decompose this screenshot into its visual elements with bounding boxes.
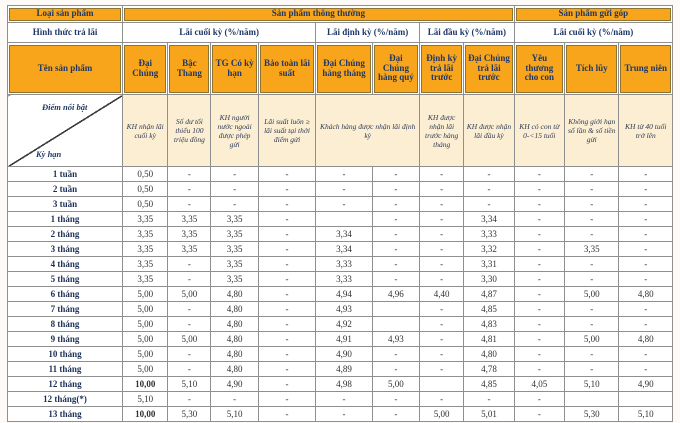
- rate-cell: -: [168, 362, 211, 377]
- rate-cell: -: [464, 197, 514, 212]
- rate-cell: 4,80: [211, 362, 258, 377]
- rate-cell: -: [316, 167, 373, 182]
- rate-cell: 4,80: [464, 347, 514, 362]
- rate-row: [8, 302, 673, 317]
- col-header-trung-nien: [619, 43, 673, 95]
- col-header-bao-toan-lai-suat: [258, 43, 316, 95]
- term-cell: 1 tuần: [8, 167, 123, 182]
- rate-cell: -: [514, 407, 564, 422]
- rate-row: [8, 392, 673, 407]
- rate-cell: -: [168, 347, 211, 362]
- rate-cell: -: [372, 272, 419, 287]
- term-cell: 3 tuần: [8, 197, 123, 212]
- rate-cell: 4,90: [211, 377, 258, 392]
- rate-cell: [565, 392, 619, 407]
- term-cell: 3 tháng: [8, 242, 123, 257]
- rate-cell: -: [565, 302, 619, 317]
- rate-cell: 3,35: [123, 272, 168, 287]
- product-description: Không giới hạn số lần & số tiền gửi: [565, 95, 619, 167]
- rate-cell: -: [372, 407, 419, 422]
- rate-cell: [372, 317, 419, 332]
- rate-cell: -: [619, 197, 673, 212]
- rate-cell: 4,80: [619, 287, 673, 302]
- rate-cell: 5,00: [168, 332, 211, 347]
- rate-cell: 4,90: [619, 377, 673, 392]
- rate-cell: -: [372, 347, 419, 362]
- rate-cell: 4,80: [211, 332, 258, 347]
- rate-cell: 5,10: [123, 392, 168, 407]
- rate-cell: -: [420, 317, 464, 332]
- rate-cell: 5,00: [168, 287, 211, 302]
- col-header-bac-thang: [168, 43, 211, 95]
- term-cell: 2 tháng: [8, 227, 123, 242]
- rate-cell: -: [420, 392, 464, 407]
- rate-cell: 3,31: [464, 257, 514, 272]
- rate-cell: 3,35: [168, 242, 211, 257]
- rate-cell: -: [565, 362, 619, 377]
- rate-cell: -: [565, 182, 619, 197]
- rate-cell: -: [565, 272, 619, 287]
- rate-cell: 3,34: [464, 212, 514, 227]
- rate-cell: 4,80: [211, 317, 258, 332]
- col-header-label: Đại Chúng trả lãi trước: [465, 45, 512, 93]
- rate-cell: -: [168, 182, 211, 197]
- rate-cell: 5,00: [123, 362, 168, 377]
- rate-cell: -: [258, 182, 316, 197]
- header-periodic-rate: Lãi định kỳ (%/năm): [316, 23, 420, 43]
- rate-cell: 10,00: [123, 407, 168, 422]
- rate-cell: 10,00: [123, 377, 168, 392]
- term-cell: 5 tháng: [8, 272, 123, 287]
- col-header-label: Trung niên: [620, 45, 671, 93]
- rate-cell: 4,80: [211, 347, 258, 362]
- col-header-tich-luy: [565, 43, 619, 95]
- rate-cell: 3,35: [211, 212, 258, 227]
- rate-cell: -: [372, 362, 419, 377]
- term-cell: 4 tháng: [8, 257, 123, 272]
- rate-row: [8, 317, 673, 332]
- rate-cell: -: [619, 317, 673, 332]
- description-row: [8, 95, 673, 167]
- rate-cell: 3,35: [123, 257, 168, 272]
- rate-cell: -: [514, 167, 564, 182]
- product-description: Số dư tối thiểu 100 triệu đồng: [168, 95, 211, 167]
- rate-cell: -: [258, 287, 316, 302]
- rate-cell: -: [420, 227, 464, 242]
- rate-row: [8, 287, 673, 302]
- header-product-name-label: Tên sản phẩm: [9, 45, 121, 93]
- product-description: Khách hàng được nhận lãi định kỳ: [316, 95, 420, 167]
- rate-table-body: [8, 6, 673, 422]
- term-cell: 7 tháng: [8, 302, 123, 317]
- rate-cell: 3,35: [211, 272, 258, 287]
- rate-cell: -: [619, 167, 673, 182]
- rate-cell: 3,35: [211, 227, 258, 242]
- header-product-type-label: Loại sản phẩm: [9, 8, 121, 21]
- rate-cell: -: [514, 287, 564, 302]
- rate-cell: 4,85: [464, 377, 514, 392]
- rate-cell: 3,35: [168, 227, 211, 242]
- rate-cell: -: [258, 227, 316, 242]
- rate-row: [8, 182, 673, 197]
- col-header-label: Định kỳ trả lãi trước: [421, 45, 462, 93]
- rate-row: [8, 272, 673, 287]
- rate-cell: 4,05: [514, 377, 564, 392]
- rate-cell: 5,00: [123, 347, 168, 362]
- rate-cell: -: [514, 362, 564, 377]
- rate-cell: -: [168, 257, 211, 272]
- rate-cell: -: [168, 302, 211, 317]
- rate-cell: -: [420, 347, 464, 362]
- product-description: KH người nước ngoài được phép gửi: [211, 95, 258, 167]
- rate-cell: -: [420, 257, 464, 272]
- rate-cell: 4,40: [420, 287, 464, 302]
- rate-cell: -: [168, 197, 211, 212]
- rate-cell: -: [514, 317, 564, 332]
- rate-row: [8, 377, 673, 392]
- rate-cell: -: [420, 302, 464, 317]
- rate-cell: -: [258, 392, 316, 407]
- rate-row: [8, 227, 673, 242]
- header-end-term-rate: Lãi cuối kỳ (%/năm): [123, 23, 316, 43]
- header-installment-products: [514, 6, 672, 23]
- rate-cell: [372, 302, 419, 317]
- rate-cell: 4,83: [464, 317, 514, 332]
- product-description: KH nhận lãi cuối kỳ: [123, 95, 168, 167]
- rate-cell: -: [565, 347, 619, 362]
- rate-cell: -: [372, 392, 419, 407]
- rate-cell: -: [258, 272, 316, 287]
- rate-cell: -: [514, 197, 564, 212]
- rate-cell: 3,33: [316, 272, 373, 287]
- rate-row: [8, 242, 673, 257]
- rate-cell: -: [211, 392, 258, 407]
- rate-cell: -: [168, 392, 211, 407]
- rate-cell: -: [316, 197, 373, 212]
- rate-row: [8, 212, 673, 227]
- rate-cell: 5,00: [123, 332, 168, 347]
- term-cell: 12 tháng: [8, 377, 123, 392]
- rate-cell: [420, 377, 464, 392]
- col-header-label: Đại Chúng: [124, 45, 166, 93]
- rate-cell: -: [565, 317, 619, 332]
- rate-cell: -: [258, 212, 316, 227]
- rate-cell: -: [168, 272, 211, 287]
- rate-cell: -: [420, 167, 464, 182]
- term-cell: 8 tháng: [8, 317, 123, 332]
- rate-cell: 4,91: [316, 332, 373, 347]
- rate-cell: -: [619, 362, 673, 377]
- term-cell: 1 tháng: [8, 212, 123, 227]
- rate-cell: -: [565, 167, 619, 182]
- rate-cell: -: [372, 212, 419, 227]
- rate-row: [8, 407, 673, 422]
- term-cell: 10 tháng: [8, 347, 123, 362]
- rate-cell: 4,92: [316, 317, 373, 332]
- col-header-dinh-ky-tra-lai-truoc: [420, 43, 464, 95]
- rate-cell: 5,10: [565, 377, 619, 392]
- rate-cell: -: [258, 257, 316, 272]
- rate-cell: -: [464, 392, 514, 407]
- rate-cell: -: [420, 272, 464, 287]
- rate-cell: -: [514, 302, 564, 317]
- rate-cell: -: [619, 182, 673, 197]
- rate-row: [8, 332, 673, 347]
- rate-cell: -: [619, 272, 673, 287]
- rate-cell: -: [258, 167, 316, 182]
- rate-cell: 5,30: [565, 407, 619, 422]
- rate-cell: 0,50: [123, 167, 168, 182]
- term-cell: 13 tháng: [8, 407, 123, 422]
- rate-cell: -: [372, 242, 419, 257]
- rate-cell: 3,35: [565, 242, 619, 257]
- rate-cell: -: [316, 182, 373, 197]
- rate-cell: 3,34: [316, 242, 373, 257]
- rate-cell: -: [619, 302, 673, 317]
- rate-cell: 3,35: [168, 212, 211, 227]
- rate-cell: 4,93: [372, 332, 419, 347]
- rate-cell: -: [565, 227, 619, 242]
- col-header-label: Bảo toàn lãi suất: [260, 45, 315, 93]
- rate-cell: 4,89: [316, 362, 373, 377]
- rate-cell: 5,00: [565, 332, 619, 347]
- rate-cell: 5,01: [464, 407, 514, 422]
- rate-cell: -: [258, 362, 316, 377]
- rate-cell: -: [258, 377, 316, 392]
- rate-cell: 4,98: [316, 377, 373, 392]
- rate-cell: 5,00: [123, 302, 168, 317]
- rate-cell: -: [464, 182, 514, 197]
- rate-cell: 5,00: [565, 287, 619, 302]
- term-label: Kỳ hạn: [36, 149, 62, 159]
- rate-cell: -: [565, 257, 619, 272]
- term-cell: 6 tháng: [8, 287, 123, 302]
- col-header-dai-chung-hang-thang: [316, 43, 373, 95]
- rate-cell: -: [619, 257, 673, 272]
- rate-cell: -: [619, 227, 673, 242]
- rate-cell: -: [420, 242, 464, 257]
- rate-cell: 0,50: [123, 197, 168, 212]
- rate-cell: -: [258, 197, 316, 212]
- rate-cell: 4,85: [464, 302, 514, 317]
- rate-cell: 3,32: [464, 242, 514, 257]
- rate-cell: -: [372, 227, 419, 242]
- rate-cell: -: [514, 242, 564, 257]
- rate-cell: 4,93: [316, 302, 373, 317]
- rate-cell: -: [420, 212, 464, 227]
- product-description: KH được nhận lãi trước hàng tháng: [420, 95, 464, 167]
- rate-cell: 3,35: [123, 212, 168, 227]
- rate-cell: -: [619, 242, 673, 257]
- rate-cell: -: [316, 392, 373, 407]
- col-header-label: TG Có kỳ hạn: [212, 45, 256, 93]
- rate-cell: -: [619, 347, 673, 362]
- rate-table: [7, 5, 673, 422]
- rate-cell: -: [372, 257, 419, 272]
- rate-row: [8, 167, 673, 182]
- term-cell: 9 tháng: [8, 332, 123, 347]
- col-header-label: Yêu thương cho con: [516, 45, 563, 93]
- rate-cell: [619, 392, 673, 407]
- payment-form-row: [8, 23, 673, 43]
- rate-cell: -: [372, 197, 419, 212]
- rate-cell: -: [514, 227, 564, 242]
- rate-cell: -: [420, 332, 464, 347]
- rate-cell: -: [372, 167, 419, 182]
- col-header-label: Đại Chúng hàng quý: [374, 45, 418, 93]
- rate-row: [8, 347, 673, 362]
- rate-cell: -: [258, 332, 316, 347]
- rate-cell: -: [211, 182, 258, 197]
- rate-cell: -: [514, 347, 564, 362]
- rate-cell: 5,10: [211, 407, 258, 422]
- rate-cell: 5,30: [168, 407, 211, 422]
- rate-cell: 3,30: [464, 272, 514, 287]
- rate-cell: 4,78: [464, 362, 514, 377]
- header-installment-end-term-rate: Lãi cuối kỳ (%/năm): [514, 23, 672, 43]
- rate-cell: -: [514, 272, 564, 287]
- rate-cell: 5,00: [123, 287, 168, 302]
- rate-cell: 0,50: [123, 182, 168, 197]
- rate-cell: -: [514, 332, 564, 347]
- rate-cell: -: [258, 317, 316, 332]
- rate-cell: 4,81: [464, 332, 514, 347]
- rate-cell: 3,35: [211, 242, 258, 257]
- rate-cell: 3,33: [464, 227, 514, 242]
- rate-cell: 5,10: [619, 407, 673, 422]
- term-cell: 12 tháng(*): [8, 392, 123, 407]
- rate-cell: -: [258, 347, 316, 362]
- rate-cell: 3,35: [123, 242, 168, 257]
- rate-cell: -: [565, 197, 619, 212]
- rate-cell: 4,87: [464, 287, 514, 302]
- rate-cell: -: [211, 197, 258, 212]
- rate-cell: 4,90: [316, 347, 373, 362]
- col-header-label: Tích lũy: [566, 45, 617, 93]
- rate-cell: -: [258, 407, 316, 422]
- rate-cell: -: [420, 182, 464, 197]
- rate-cell: -: [211, 167, 258, 182]
- header-regular-products-label: Sản phẩm thông thường: [124, 8, 513, 21]
- header-begin-term-rate: Lãi đầu kỳ (%/năm): [420, 23, 515, 43]
- rate-cell: -: [464, 167, 514, 182]
- rate-cell: -: [168, 167, 211, 182]
- rate-cell: 4,80: [619, 332, 673, 347]
- rate-cell: 3,35: [123, 227, 168, 242]
- header-regular-products: [123, 6, 515, 23]
- header-payment-form: Hình thức trả lãi: [8, 23, 123, 43]
- rate-cell: 3,35: [211, 257, 258, 272]
- diagonal-cell: [8, 95, 123, 167]
- rate-cell: -: [316, 407, 373, 422]
- rate-cell: -: [514, 212, 564, 227]
- rate-row: [8, 362, 673, 377]
- rate-cell: -: [514, 182, 564, 197]
- header-product-type: [8, 6, 123, 23]
- term-cell: 11 tháng: [8, 362, 123, 377]
- rate-cell: 4,80: [211, 287, 258, 302]
- col-header-label: Đại Chúng hàng tháng: [317, 45, 371, 93]
- rate-cell: -: [258, 242, 316, 257]
- rate-cell: -: [565, 212, 619, 227]
- col-header-tg-co-ky-han: [211, 43, 258, 95]
- rate-row: [8, 257, 673, 272]
- term-cell: 2 tuần: [8, 182, 123, 197]
- product-description: KH được nhận lãi đầu kỳ: [464, 95, 514, 167]
- col-header-label: Bậc Thang: [169, 45, 209, 93]
- rate-cell: 5,00: [123, 317, 168, 332]
- rate-cell: 5,00: [420, 407, 464, 422]
- rate-cell: -: [168, 317, 211, 332]
- rate-cell: 4,80: [211, 302, 258, 317]
- header-product-name: [8, 43, 123, 95]
- rate-cell: -: [514, 392, 564, 407]
- rate-cell: -: [258, 302, 316, 317]
- highlight-label: Điểm nổi bật: [42, 102, 88, 112]
- product-name-row: [8, 43, 673, 95]
- rate-cell: -: [420, 197, 464, 212]
- col-header-dai-chung-tra-lai-truoc: [464, 43, 514, 95]
- rate-cell: [316, 212, 373, 227]
- product-description: KH từ 40 tuổi trở lên: [619, 95, 673, 167]
- product-description: KH có con từ 0-<15 tuổi: [514, 95, 564, 167]
- col-header-dai-chung-hang-quy: [372, 43, 419, 95]
- rate-cell: 5,10: [168, 377, 211, 392]
- rate-cell: 3,33: [316, 257, 373, 272]
- rate-cell: -: [514, 257, 564, 272]
- product-description: Lãi suất luôn ≥ lãi suất tại thời điểm gửi: [258, 95, 316, 167]
- header-installment-products-label: Sản phẩm gửi góp: [516, 8, 671, 21]
- rate-row: [8, 197, 673, 212]
- rate-cell: -: [420, 362, 464, 377]
- rate-cell: 4,96: [372, 287, 419, 302]
- group-header-row: [8, 6, 673, 23]
- col-header-yeu-thuong-cho-con: [514, 43, 564, 95]
- rate-cell: -: [372, 182, 419, 197]
- rate-cell: -: [619, 212, 673, 227]
- col-header-dai-chung: [123, 43, 168, 95]
- rate-cell: 5,00: [372, 377, 419, 392]
- rate-cell: 4,94: [316, 287, 373, 302]
- rate-cell: 3,34: [316, 227, 373, 242]
